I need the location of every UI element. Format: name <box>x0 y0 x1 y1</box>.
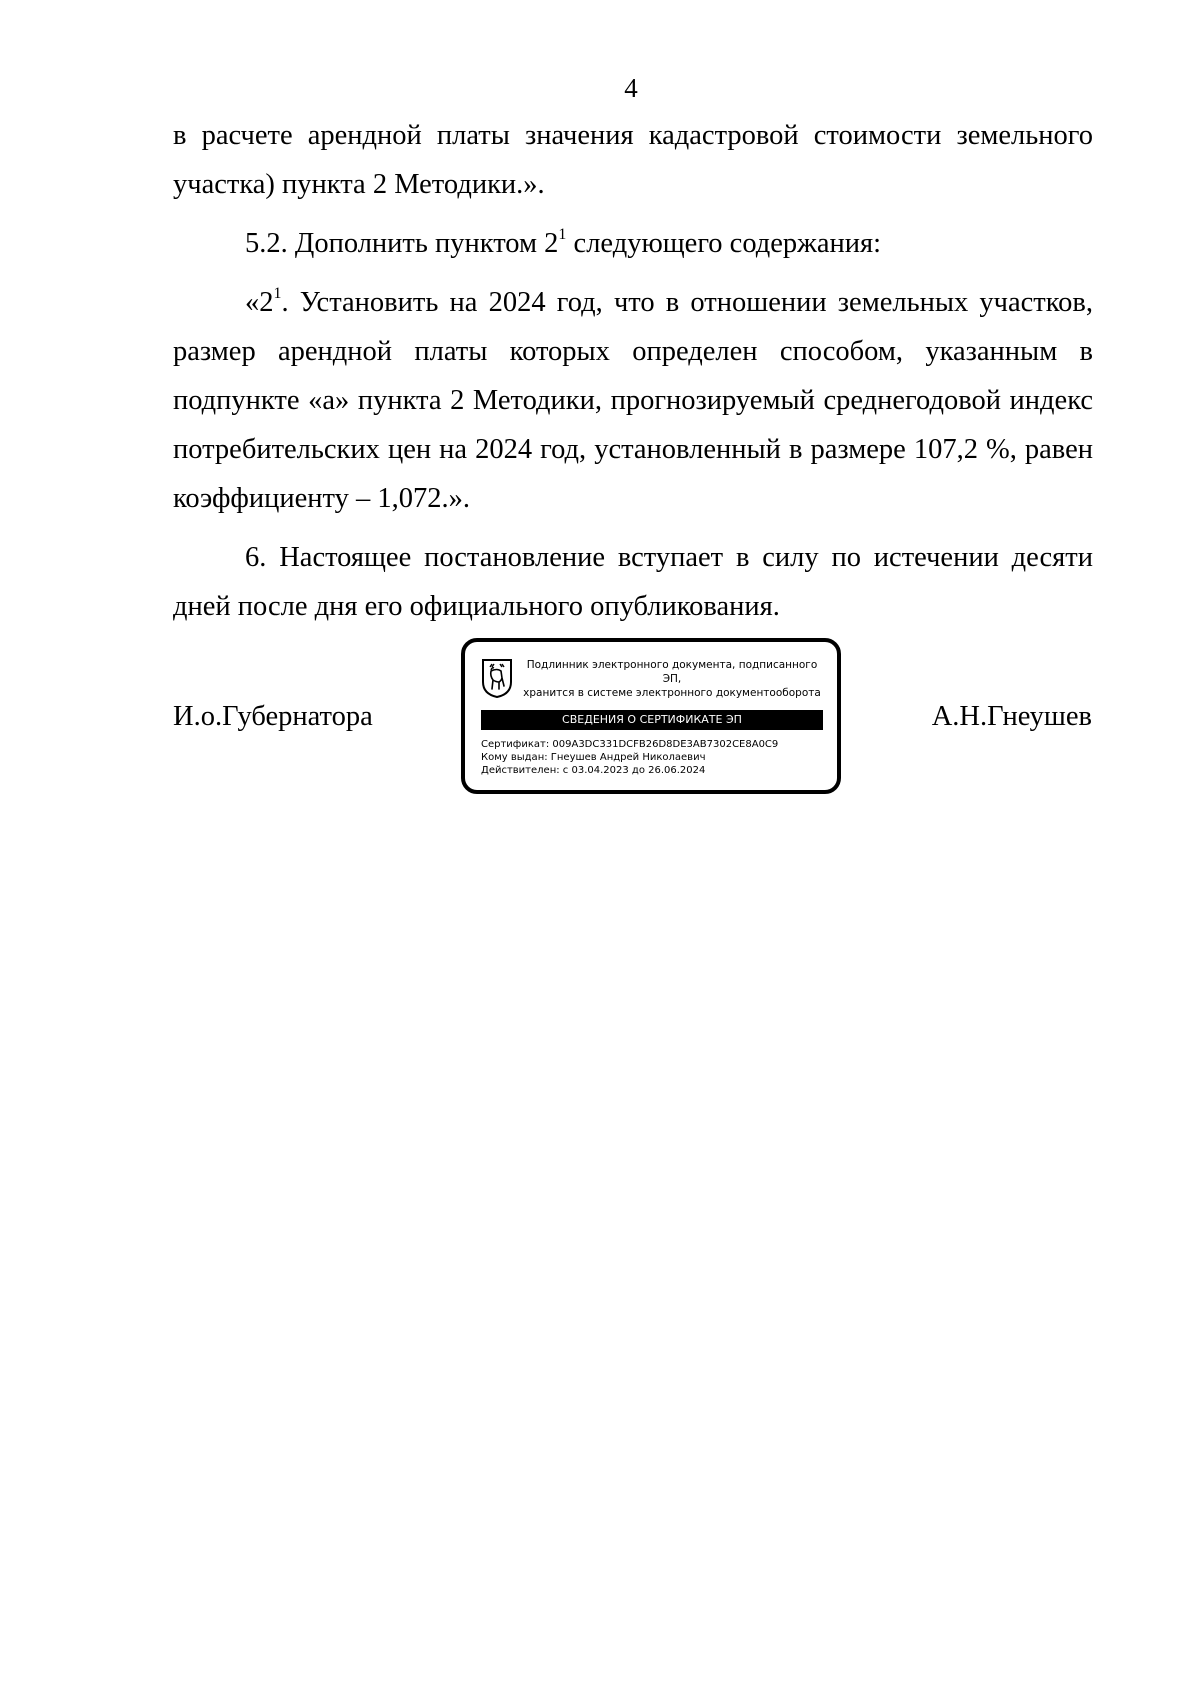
superscript-1: 1 <box>558 225 567 243</box>
paragraph-5-2 <box>173 219 1093 268</box>
signatory-position: И.о.Губернатора <box>173 701 373 732</box>
stamp-header-area <box>475 652 827 702</box>
stamp-notice <box>517 658 827 700</box>
paragraph-5-2-text-end: следующего содержания: <box>566 228 882 259</box>
paragraph-5-2-text-start: 5.2. Дополнить пунктом 2 <box>245 228 559 259</box>
certificate-owner: Кому выдан: Гнеушев Андрей Николаевич <box>481 752 706 763</box>
paragraph-continuation: в расчете арендной платы значения кадастровой стоимости земельного участка) пункта 2 Методики.». <box>173 120 1093 200</box>
paragraph-2-1-text-start: «2 <box>245 287 274 318</box>
paragraph-6: 6. Настоящее постановление вступает в силу по истечении десяти дней после дня его официального опубликования. <box>173 542 1093 622</box>
certificate-number: Сертификат: 009A3DC331DCFB26D8DE3AB7302CE8A0C9 <box>481 739 779 750</box>
stamp-notice-line: Подлинник электронного документа, подписанного ЭП, <box>526 659 818 685</box>
electronic-signature-stamp <box>461 638 841 794</box>
coat-of-arms-icon <box>481 658 513 698</box>
stamp-certificate-details <box>481 738 829 777</box>
stamp-certificate-header: СВЕДЕНИЯ О СЕРТИФИКАТЕ ЭП <box>481 710 823 730</box>
page-number: 4 <box>624 73 638 103</box>
superscript-1: 1 <box>273 284 282 302</box>
signatory-name: А.Н.Гнеушев <box>931 701 1092 732</box>
paragraph-2-1 <box>173 278 1093 523</box>
stamp-notice-line: хранится в системе электронного документооборота <box>523 687 821 699</box>
certificate-validity: Действителен: с 03.04.2023 до 26.06.2024 <box>481 765 706 776</box>
paragraph-2-1-text-end: . Установить на 2024 год, что в отношении земельных участков, размер арендной платы которых определен способом, указанным в подпункте «а» пункта 2 Методики, прогнозируемый среднегодовой индекс потребительских цен на 2024 год, установленный в размере 107,2 %, равен коэффициенту – 1,072.». <box>173 287 1093 514</box>
document-body <box>173 111 1093 631</box>
